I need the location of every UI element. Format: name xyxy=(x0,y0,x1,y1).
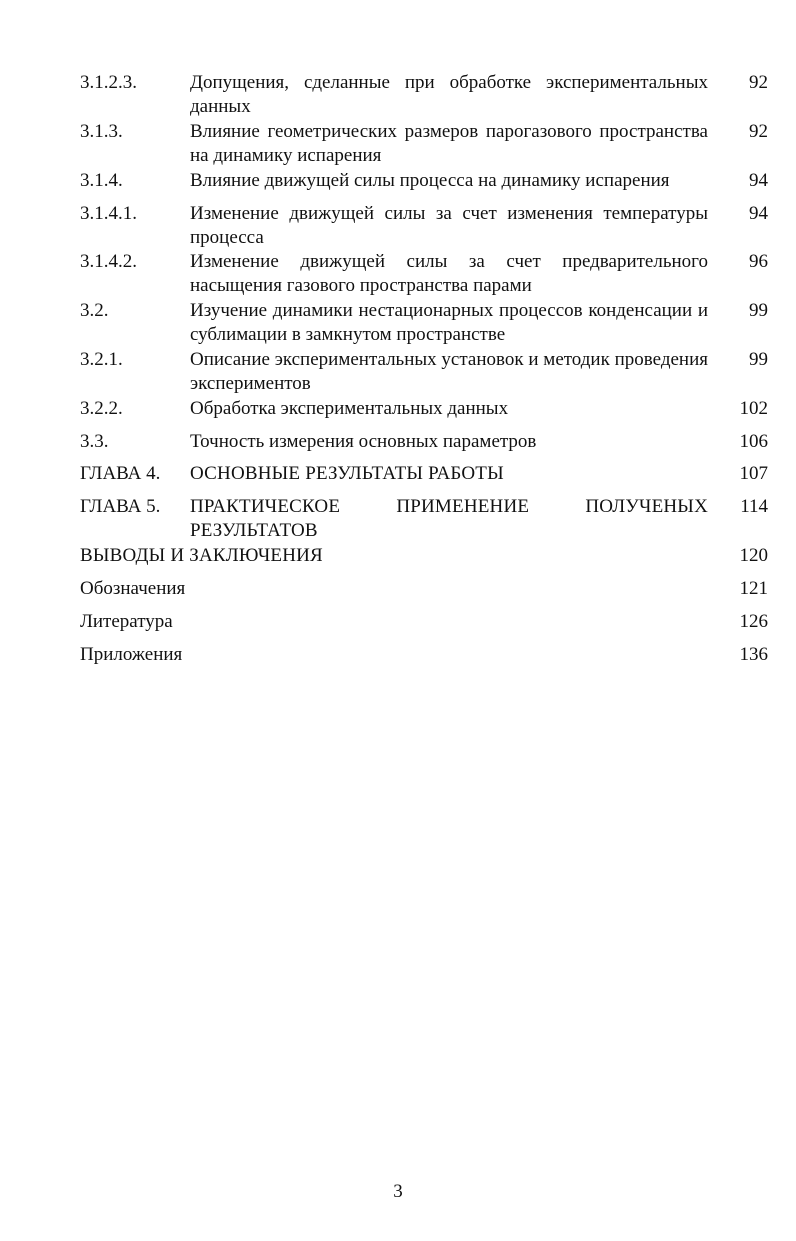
toc-entry-number: 3.2. xyxy=(80,300,109,321)
toc-entry-page: 94 xyxy=(749,203,768,224)
toc-entry-title: Приложения xyxy=(80,644,183,665)
toc-entry-page: 114 xyxy=(740,496,768,517)
toc-entry-page: 136 xyxy=(739,644,768,665)
toc-entry-page: 99 xyxy=(749,300,768,321)
toc-entry-page: 92 xyxy=(749,121,768,142)
toc-entry-number: ГЛАВА 5. xyxy=(80,496,161,517)
toc-entry-title: ПРАКТИЧЕСКОЕ ПРИМЕНЕНИЕ ПОЛУЧЕНЫХ РЕЗУЛЬТАТОВ xyxy=(190,496,708,541)
toc-entry-title: Изменение движущей силы за счет предварительного насыщения газового пространства парами xyxy=(190,251,708,296)
toc-entry-title: Изменение движущей силы за счет изменения температуры процесса xyxy=(190,203,708,248)
toc-entry-number: 3.1.4.2. xyxy=(80,251,137,272)
toc-entry-page: 94 xyxy=(749,170,768,191)
toc-entry-title: Литература xyxy=(80,611,173,632)
toc-entry-page: 96 xyxy=(749,251,768,272)
toc-entry-number: 3.1.4. xyxy=(80,170,123,191)
toc-entry-page: 106 xyxy=(739,431,768,452)
toc-entry-title: ВЫВОДЫ И ЗАКЛЮЧЕНИЯ xyxy=(80,545,323,566)
toc-entry-number: 3.2.1. xyxy=(80,349,123,370)
toc-entry-page: 126 xyxy=(739,611,768,632)
toc-entry-page: 102 xyxy=(739,398,768,419)
toc-entry-title: Изучение динамики нестационарных процессов конденсации и сублимации в замкнутом пространстве xyxy=(190,300,708,345)
page-number: 3 xyxy=(393,1181,403,1202)
toc-entry-number: ГЛАВА 4. xyxy=(80,463,161,484)
toc-entry-title: ОСНОВНЫЕ РЕЗУЛЬТАТЫ РАБОТЫ xyxy=(190,463,504,484)
toc-entry-title: Обработка экспериментальных данных xyxy=(190,398,509,419)
toc-entry-page: 92 xyxy=(749,72,768,93)
toc-entry-number: 3.1.3. xyxy=(80,121,123,142)
toc-entry-title: Допущения, сделанные при обработке экспериментальных данных xyxy=(190,72,708,117)
toc-entry-title: Описание экспериментальных установок и методик проведения экспериментов xyxy=(190,349,708,394)
toc-entry-title: Влияние геометрических размеров парогазового пространства на динамику испарения xyxy=(190,121,708,166)
toc-entry-title: Точность измерения основных параметров xyxy=(190,431,537,452)
toc-entry-number: 3.3. xyxy=(80,431,109,452)
toc-entry-title: Влияние движущей силы процесса на динамику испарения xyxy=(190,170,670,191)
toc-entry-number: 3.1.4.1. xyxy=(80,203,137,224)
toc-entry-number: 3.2.2. xyxy=(80,398,123,419)
toc-entry-page: 107 xyxy=(739,463,768,484)
toc-entry-number: 3.1.2.3. xyxy=(80,72,137,93)
toc-entry-page: 121 xyxy=(739,578,768,599)
toc-entry-page: 99 xyxy=(749,349,768,370)
toc-entry-page: 120 xyxy=(739,545,768,566)
toc-entry-title: Обозначения xyxy=(80,578,186,599)
